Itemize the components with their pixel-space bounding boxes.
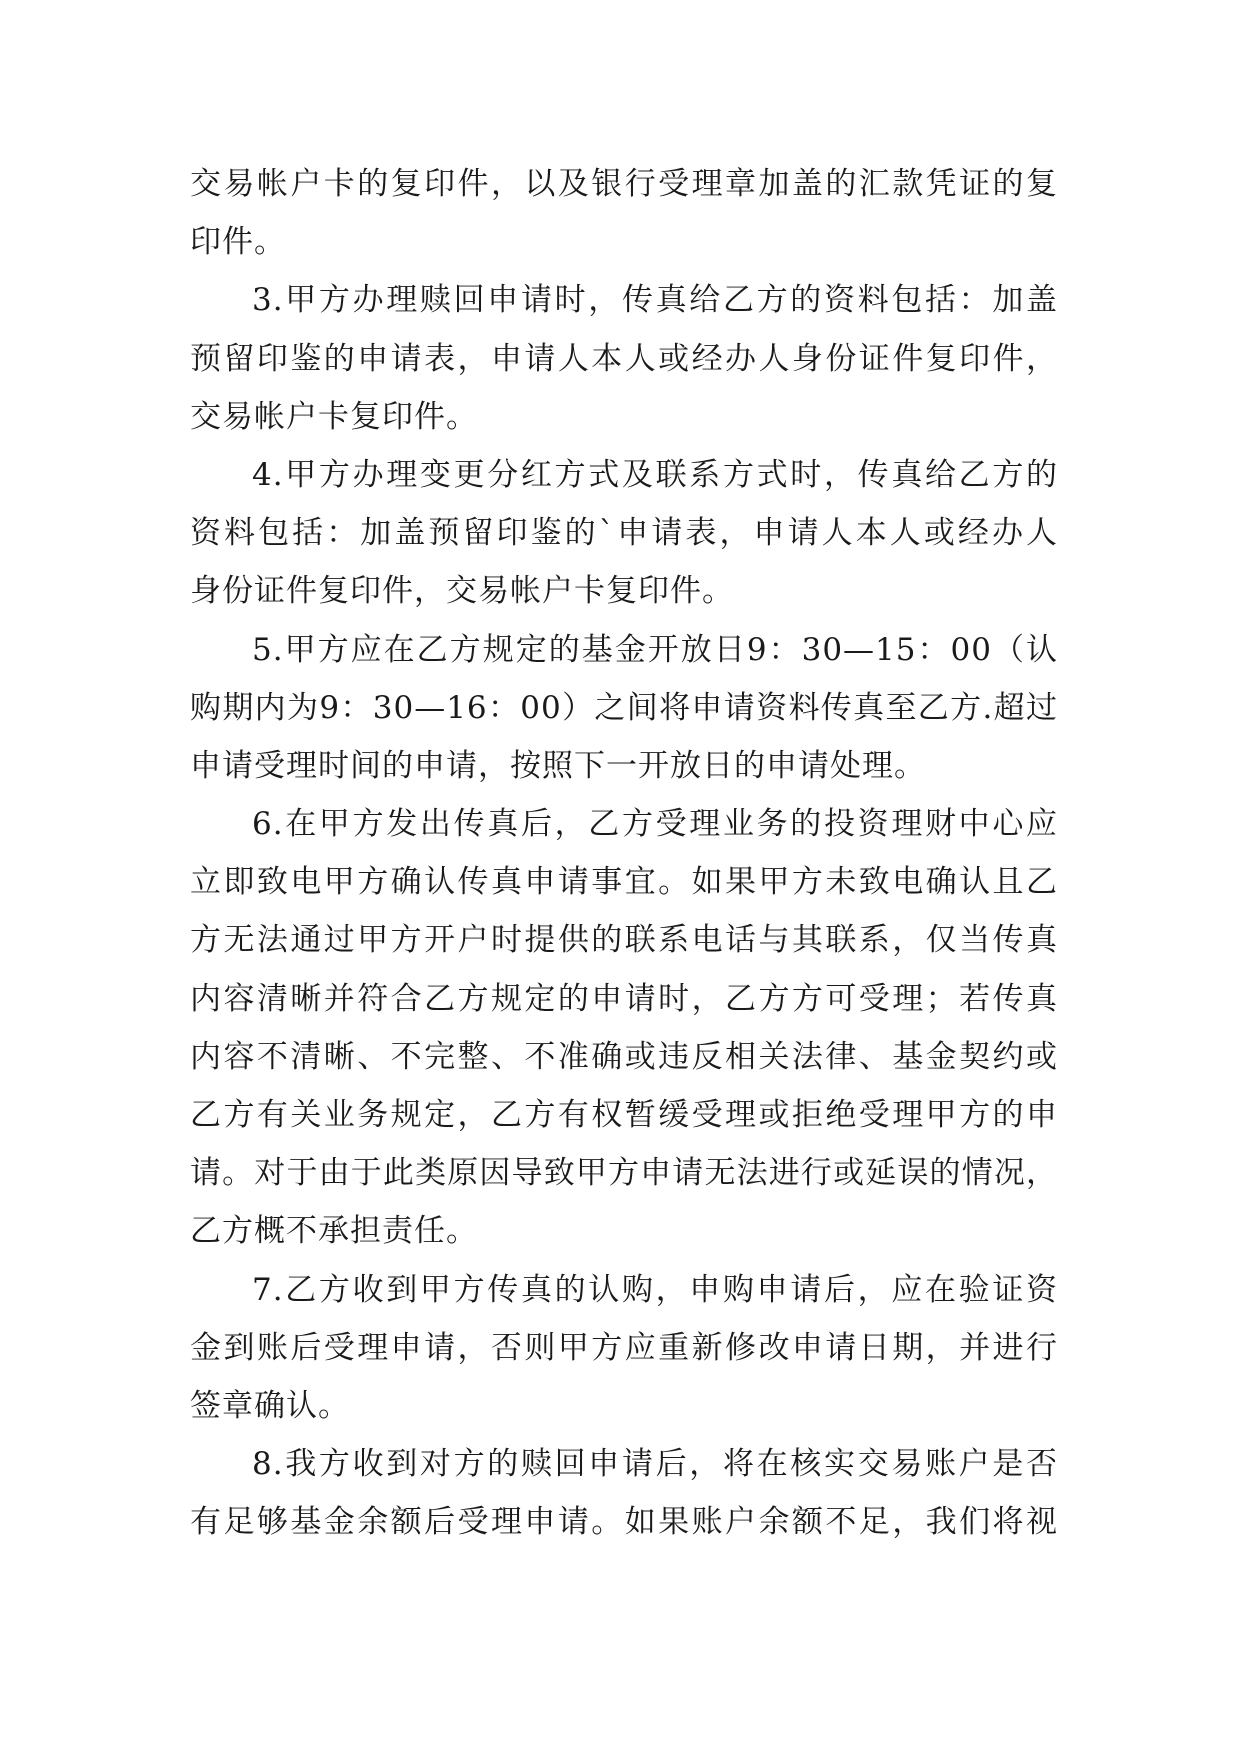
- text-line: 立即致电甲方确认传真申请事宜。如果甲方未致电确认且乙: [190, 864, 1058, 901]
- paragraph-start-line: 5.甲方应在乙方规定的基金开放日9：30—15：00（认: [252, 631, 1058, 668]
- text-line: 方无法通过甲方开户时提供的联系电话与其联系，仅当传真: [190, 922, 1058, 959]
- text-line: 金到账后受理申请，否则甲方应重新修改申请日期，并进行: [190, 1329, 1058, 1366]
- document-body: [190, 155, 1058, 1552]
- text-line: 交易帐户卡复印件。: [190, 398, 478, 435]
- text-line: 资料包括：加盖预留印鉴的`申请表，申请人本人或经办人: [190, 515, 1058, 552]
- paragraph-start-line: 7.乙方收到甲方传真的认购，申购申请后，应在验证资: [252, 1271, 1058, 1308]
- text-line: 内容不清晰、不完整、不准确或违反相关法律、基金契约或: [190, 1038, 1058, 1075]
- text-line: 有足够基金余额后受理申请。如果账户余额不足，我们将视: [190, 1504, 1058, 1541]
- text-line: 预留印鉴的申请表，申请人本人或经办人身份证件复印件，: [190, 340, 1058, 377]
- text-line: 印件。: [190, 224, 286, 261]
- paragraph-start-line: 6.在甲方发出传真后，乙方受理业务的投资理财中心应: [252, 806, 1058, 843]
- text-line: 乙方概不承担责任。: [190, 1213, 478, 1250]
- text-line: 内容清晰并符合乙方规定的申请时，乙方方可受理；若传真: [190, 980, 1058, 1017]
- paragraph-start-line: 8.我方收到对方的赎回申请后，将在核实交易账户是否: [252, 1446, 1058, 1483]
- text-line: 请。对于由于此类原因导致甲方申请无法进行或延误的情况，: [190, 1155, 1058, 1192]
- paragraph-start-line: 3.甲方办理赎回申请时，传真给乙方的资料包括：加盖: [252, 282, 1058, 319]
- text-line: 身份证件复印件，交易帐户卡复印件。: [190, 573, 734, 610]
- text-line: 购期内为9：30—16：00）之间将申请资料传真至乙方.超过: [190, 689, 1058, 726]
- paragraph-start-line: 4.甲方办理变更分红方式及联系方式时，传真给乙方的: [252, 456, 1058, 493]
- text-line: 乙方有关业务规定，乙方有权暂缓受理或拒绝受理甲方的申: [190, 1097, 1058, 1133]
- text-line: 签章确认。: [190, 1387, 350, 1424]
- text-line: 交易帐户卡的复印件，以及银行受理章加盖的汇款凭证的复: [190, 166, 1058, 202]
- text-line: 申请受理时间的申请，按照下一开放日的申请处理。: [190, 747, 926, 784]
